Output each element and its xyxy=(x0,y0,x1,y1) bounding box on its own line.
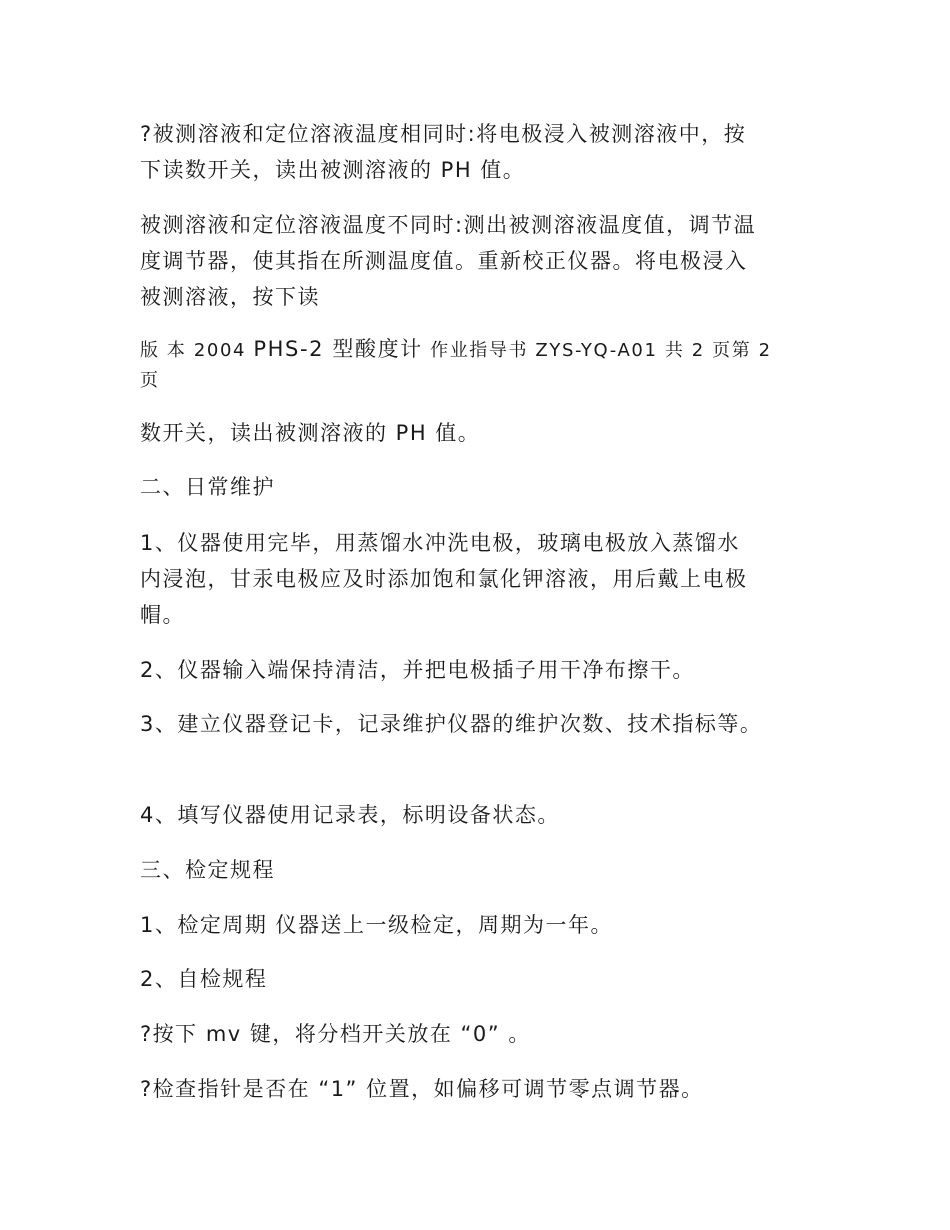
heading-calibration-procedure: 三、检定规程 xyxy=(140,858,275,882)
paragraph-same-temperature-line2: 下读数开关，读出被测溶液的 PH 值。 xyxy=(140,158,526,182)
calibration-item-1: 1、检定周期 仪器送上一级检定，周期为一年。 xyxy=(140,913,614,937)
page-footer-line2: 页 xyxy=(140,370,160,391)
maintenance-item-4: 4、填写仪器使用记录表，标明设备状态。 xyxy=(140,803,560,827)
paragraph-same-temperature-line1: ?被测溶液和定位溶液温度相同时:将电极浸入被测溶液中，按 xyxy=(140,122,747,146)
page-footer-line1 xyxy=(140,331,772,369)
self-check-step-1: ?按下 mv 键，将分档开关放在 “0” 。 xyxy=(140,1022,531,1046)
self-check-step-2: ?检查指针是否在 “1” 位置，如偏移可调节零点调节器。 xyxy=(140,1077,704,1101)
calibration-item-2: 2、自检规程 xyxy=(140,967,268,991)
maintenance-item-3: 3、建立仪器登记卡，记录维护仪器的维护次数、技术指标等。 xyxy=(140,712,763,736)
paragraph-continued: 数开关，读出被测溶液的 PH 值。 xyxy=(140,421,481,445)
footer-instrument-model: PHS-2 型酸度计 xyxy=(253,337,423,361)
paragraph-diff-temperature-line1: 被测溶液和定位溶液温度不同时:测出被测溶液温度值，调节温 xyxy=(140,213,757,237)
paragraph-diff-temperature-line2: 度调节器，使其指在所测温度值。重新校正仪器。将电极浸入 xyxy=(140,249,748,273)
maintenance-item-1-line3: 帽。 xyxy=(140,603,185,627)
maintenance-item-1-line2: 内浸泡，甘汞电极应及时添加饱和氯化钾溶液，用后戴上电极 xyxy=(140,567,748,591)
heading-daily-maintenance: 二、日常维护 xyxy=(140,475,275,499)
footer-doc-info: 作业指导书 ZYS-YQ-A01 共 2 页第 2 xyxy=(422,340,772,361)
footer-version: 版 本 2004 xyxy=(140,340,254,361)
maintenance-item-2: 2、仪器输入端保持清洁，并把电极插子用干净布擦干。 xyxy=(140,658,695,682)
paragraph-diff-temperature-line3: 被测溶液，按下读 xyxy=(140,285,320,309)
maintenance-item-1-line1: 1、仪器使用完毕，用蒸馏水冲洗电极，玻璃电极放入蒸馏水 xyxy=(140,531,740,555)
